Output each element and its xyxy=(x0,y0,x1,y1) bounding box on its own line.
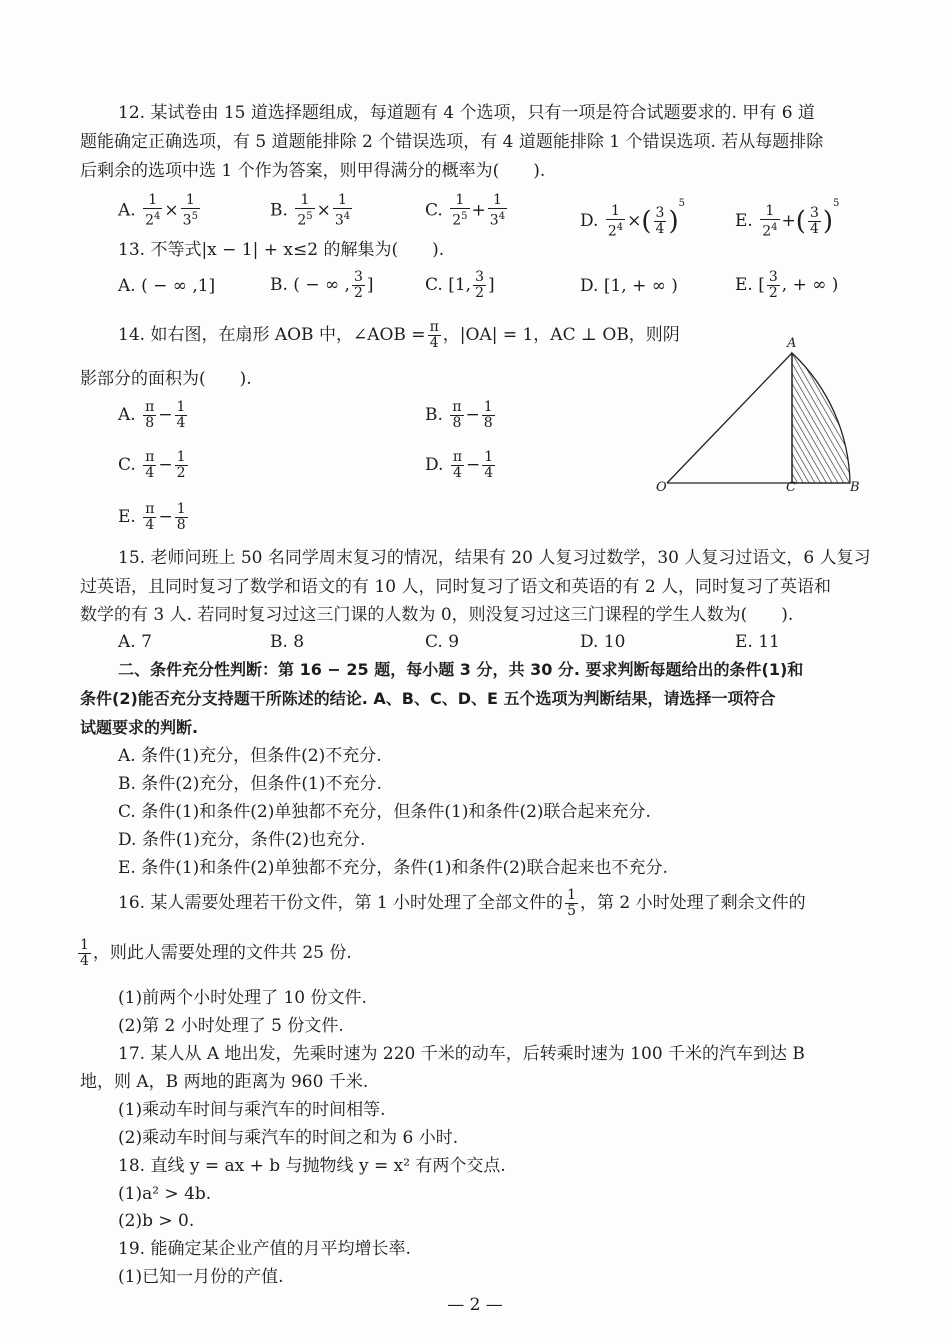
q18-stem: 18. 直线 y = ax + b 与抛物线 y = x² 有两个交点. xyxy=(118,1156,506,1176)
q19-condition-1: (1)已知一月份的产值. xyxy=(118,1267,284,1287)
q12-option-a: A. $\frac{1}{2^4}$ × $\frac{1}{3^5}$ xyxy=(118,192,198,229)
label-c: C xyxy=(786,480,796,495)
section2-choice-a: A. 条件(1)充分，但条件(2)不充分. xyxy=(118,746,382,766)
q17-line2: 地，则 A，B 两地的距离为 960 千米. xyxy=(80,1072,369,1092)
q12-option-d: D. $\frac{1}{2^4}$ ×( $\frac{3}{4}$ )$^5$ xyxy=(580,198,685,240)
q16-line2: $\frac{1}{4}$ ，则此人需要处理的文件共 25 份. xyxy=(80,937,352,969)
q13-option-c: C. [1, $\frac{3}{2}$ ] xyxy=(425,269,495,301)
q12-option-e: E. $\frac{1}{2^4}$ +( $\frac{3}{4}$ )$^5$ xyxy=(735,198,840,240)
q12-option-b: B. $\frac{1}{2^5}$ × $\frac{1}{3^4}$ xyxy=(270,192,351,229)
q13-option-b: B. ( − ∞ , $\frac{3}{2}$ ] xyxy=(270,269,374,301)
q18-condition-2: (2)b > 0. xyxy=(118,1211,195,1231)
q14-option-b: B. $\frac{\pi}{8}$ − $\frac{1}{8}$ xyxy=(425,399,493,431)
q15-option-a: A. 7 xyxy=(118,632,152,652)
page-number: — 2 — xyxy=(447,1295,503,1315)
q12-option-c: C. $\frac{1}{2^5}$ + $\frac{1}{3^4}$ xyxy=(425,192,506,229)
q16-line1: 16. 某人需要处理若干份文件，第 1 小时处理了全部文件的 $\frac{1}{5}$ ，第 2 小时处理了剩余文件的 xyxy=(118,887,806,919)
q12-line1: 12. 某试卷由 15 道选择题组成，每道题有 4 个选项，只有一项是符合试题要求的. 甲有 6 道 xyxy=(118,103,815,123)
segment-oa xyxy=(667,353,792,483)
q19-stem: 19. 能确定某企业产值的月平均增长率. xyxy=(118,1239,411,1259)
label-b: B xyxy=(850,480,860,495)
q17-line1: 17. 某人从 A 地出发，先乘时速为 220 千米的动车，后转乘时速为 100 千米的汽车到达 B xyxy=(118,1044,805,1064)
q13-option-e: E. [ $\frac{3}{2}$ , + ∞ ) xyxy=(735,269,839,301)
label-a: A xyxy=(787,336,797,351)
q14-option-d: D. $\frac{\pi}{4}$ − $\frac{1}{4}$ xyxy=(425,449,494,481)
q12-line3: 后剩余的选项中选 1 个作为答案，则甲得满分的概率为( ). xyxy=(80,161,546,181)
q15-option-e: E. 11 xyxy=(735,632,780,652)
q18-condition-1: (1)a² > 4b. xyxy=(118,1184,212,1204)
section2-line3: 试题要求的判断. xyxy=(80,718,199,737)
q14-option-a: A. $\frac{\pi}{8}$ − $\frac{1}{4}$ xyxy=(118,399,186,431)
q17-condition-2: (2)乘动车时间与乘汽车的时间之和为 6 小时. xyxy=(118,1128,459,1148)
q14-line2: 影部分的面积为( ). xyxy=(80,369,252,389)
q12-line2: 题能确定正确选项，有 5 道题能排除 2 个错误选项，有 4 道题能排除 1 个错误选项. 若从每题排除 xyxy=(80,132,824,152)
q14-stem: 14. 如右图，在扇形 AOB 中，∠AOB = $\frac{\pi}{4}$ ，|OA| = 1，AC ⊥ OB，则阴 xyxy=(118,319,680,351)
q15-option-b: B. 8 xyxy=(270,632,305,652)
q15-option-d: D. 10 xyxy=(580,632,626,652)
q15-line1: 15. 老师问班上 50 名同学周末复习的情况，结果有 20 人复习过数学，30 人复习过语文，6 人复习 xyxy=(118,548,871,568)
label-o: O xyxy=(656,480,667,495)
q13-option-a: A. ( − ∞ ,1] xyxy=(118,276,216,296)
section2-line2: 条件(2)能否充分支持题干所陈述的结论. A、B、C、D、E 五个选项为判断结果，请选择一项符合 xyxy=(80,689,776,708)
q15-line3: 数学的有 3 人. 若同时复习过这三门课的人数为 0，则没复习过这三门课程的学生人数为( ). xyxy=(80,605,794,625)
section2-choice-c: C. 条件(1)和条件(2)单独都不充分，但条件(1)和条件(2)联合起来充分. xyxy=(118,802,651,822)
q14-option-e: E. $\frac{\pi}{4}$ − $\frac{1}{8}$ xyxy=(118,501,186,533)
q13-stem: 13. 不等式|x − 1| + x≤2 的解集为( ). xyxy=(118,240,445,260)
section2-choice-d: D. 条件(1)充分，条件(2)也充分. xyxy=(118,830,366,850)
shaded-region xyxy=(792,353,850,483)
q15-line2: 过英语，且同时复习了数学和语文的有 10 人，同时复习了语文和英语的有 2 人，同时复习了英语和 xyxy=(80,577,832,597)
q17-condition-1: (1)乘动车时间与乘汽车的时间相等. xyxy=(118,1100,386,1120)
section2-choice-b: B. 条件(2)充分，但条件(1)不充分. xyxy=(118,774,382,794)
q16-condition-2: (2)第 2 小时处理了 5 份文件. xyxy=(118,1016,344,1036)
sector-diagram xyxy=(650,338,870,498)
q14-option-c: C. $\frac{\pi}{4}$ − $\frac{1}{2}$ xyxy=(118,449,186,481)
section2-line1: 二、条件充分性判断：第 16 − 25 题，每小题 3 分，共 30 分. 要求判断每题给出的条件(1)和 xyxy=(118,660,804,679)
q15-option-c: C. 9 xyxy=(425,632,460,652)
q16-condition-1: (1)前两个小时处理了 10 份文件. xyxy=(118,988,367,1008)
sector-figure xyxy=(650,338,870,498)
q13-option-d: D. [1, + ∞ ) xyxy=(580,276,678,296)
section2-choice-e: E. 条件(1)和条件(2)单独都不充分，条件(1)和条件(2)联合起来也不充分. xyxy=(118,858,668,878)
